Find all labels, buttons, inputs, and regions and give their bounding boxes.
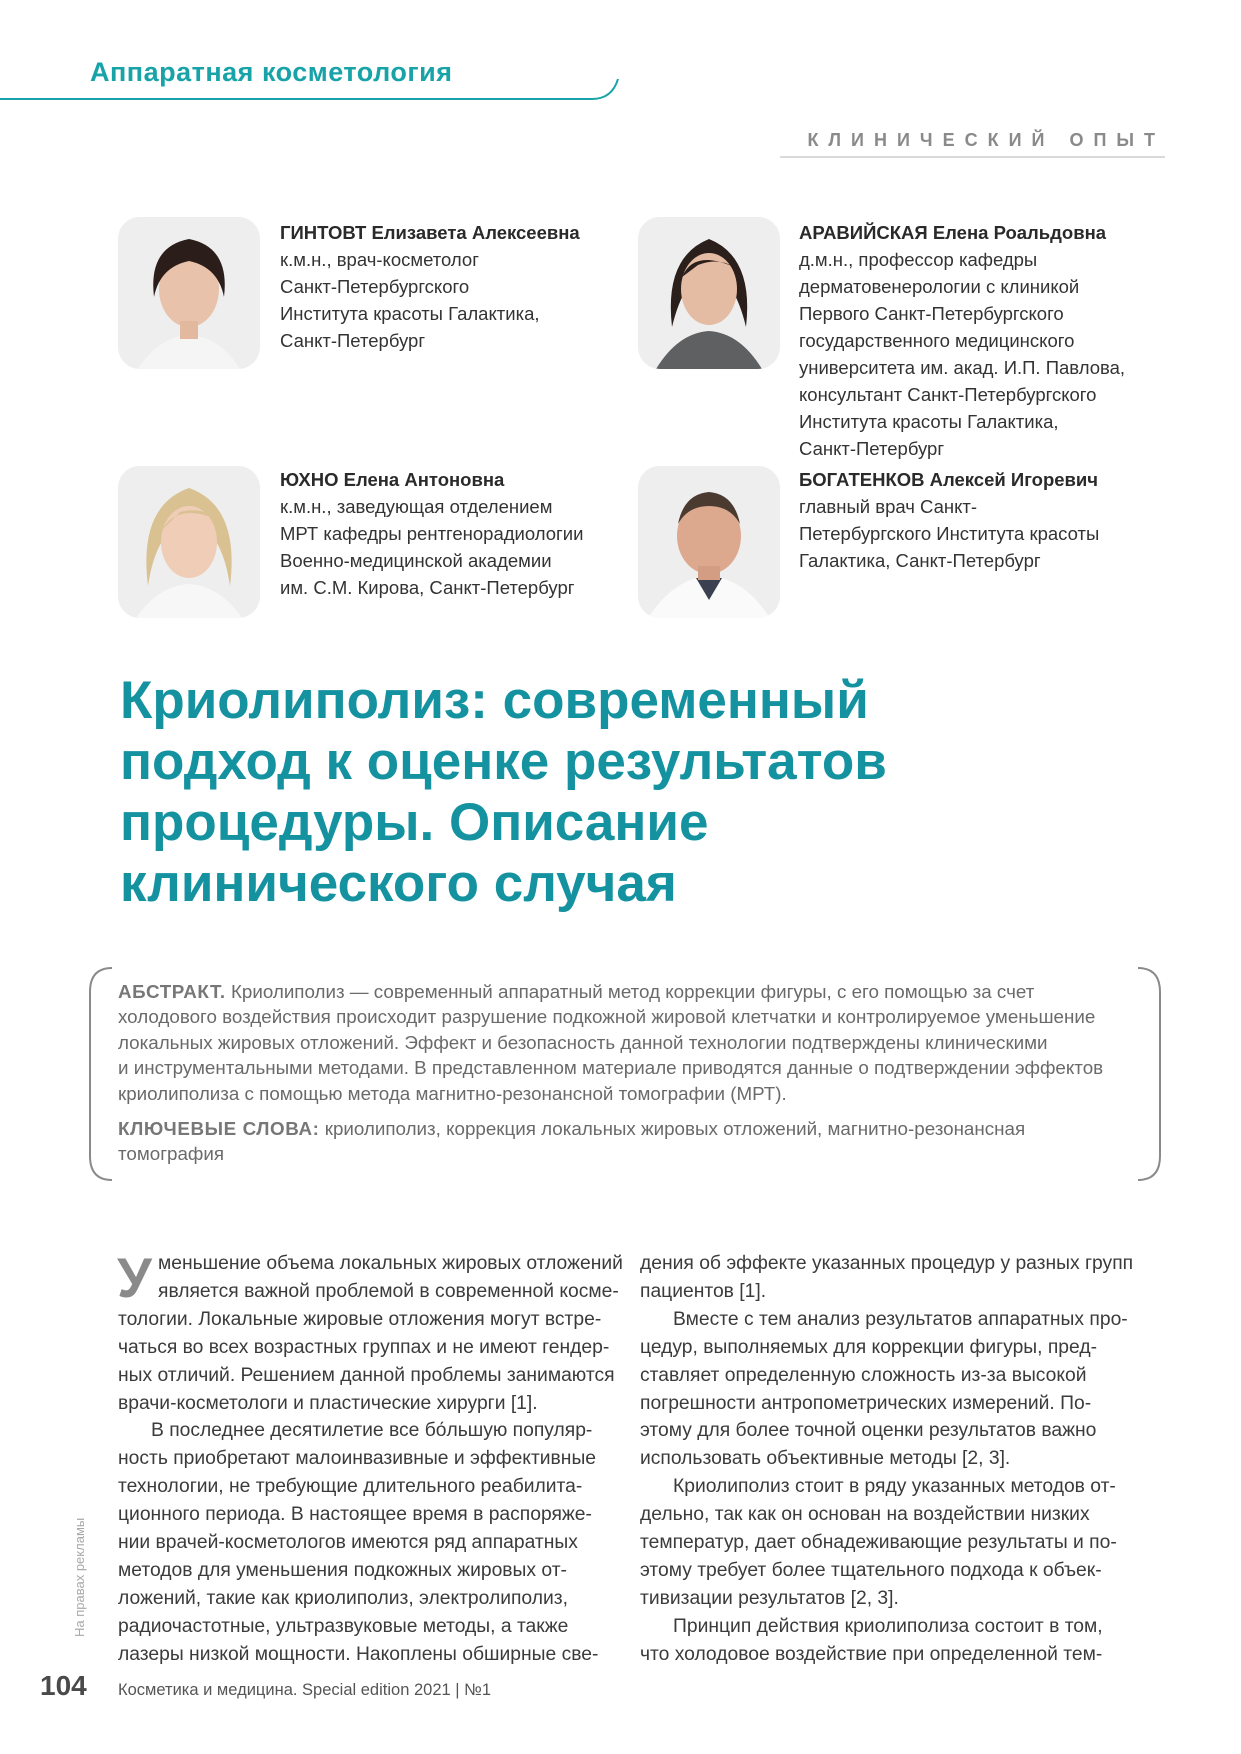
author-info-araviyskaya xyxy=(799,219,1139,462)
body-text-line: что холодовое воздействие при определенной тем- xyxy=(640,1643,1103,1665)
author-affiliation-line: Санкт-Петербург xyxy=(799,438,945,459)
body-text-line: цедур, выполняемых для коррекции фигуры, пред- xyxy=(640,1336,1097,1358)
body-text-line: этому для более точной оценки результатов важно xyxy=(640,1420,1097,1442)
rubric-label: КЛИНИЧЕСКИЙ ОПЫТ xyxy=(807,130,1165,150)
author-affiliation-line: им. С.М. Кирова, Санкт-Петербург xyxy=(280,577,575,598)
body-text-line: Принцип действия криолиполиза состоит в том, xyxy=(673,1615,1103,1637)
body-text-line: этому требует более тщательного подхода к объек- xyxy=(640,1559,1102,1581)
keywords-text: криолиполиз, коррекция локальных жировых отложений, магнитно-резонансная xyxy=(319,1118,1026,1140)
author-affiliation-line: главный врач Санкт- xyxy=(799,496,978,517)
body-text-line: пациентов [1]. xyxy=(640,1280,767,1302)
body-text-line: методов для уменьшения подкожных жировых от- xyxy=(118,1559,567,1581)
abstract-block xyxy=(118,979,1130,1167)
abstract-text: Криолиполиз — современный аппаратный метод коррекции фигуры, с его помощью за счет xyxy=(225,981,1035,1002)
body-text-line: ных отличий. Решением данной проблемы занимаются xyxy=(118,1364,615,1386)
body-text-line: использовать объективные методы [2, 3]. xyxy=(640,1448,1011,1470)
body-text-line: ложений, такие как криолиполиз, электролиполиз, xyxy=(118,1587,568,1609)
author-info-yukhno xyxy=(280,466,620,601)
body-text-line: тивизации результатов [2, 3]. xyxy=(640,1587,899,1609)
body-text-line: ционного периода. В настоящее время в распоряже- xyxy=(118,1504,592,1526)
author-affiliation-line: Военно-медицинской академии xyxy=(280,550,552,571)
author-affiliation-line: Института красоты Галактика, xyxy=(799,411,1059,432)
advertising-note: На правах рекламы xyxy=(72,1517,87,1637)
author-affiliation-line: государственного медицинского xyxy=(799,330,1075,351)
author-affiliation-line: МРТ кафедры рентгенорадиологии xyxy=(280,523,584,544)
author-photo-gintovt xyxy=(118,217,260,369)
abstract-text: локальных жировых отложений. Эффект и безопасность данной технологии подтверждены клиническими xyxy=(118,1031,1048,1053)
abstract-text: холодового воздействия происходит разрушение подкожной жировой клетчатки и контролируемое уменьшение xyxy=(118,1006,1096,1028)
body-text-line: температур, дает обнадеживающие результаты и по- xyxy=(640,1532,1117,1554)
body-text-line: нии врачей-косметологов имеются ряд аппаратных xyxy=(118,1532,578,1554)
body-text-line: меньшение объема локальных жировых отложений xyxy=(158,1253,623,1274)
rubric-rule xyxy=(0,0,1241,200)
body-text-line: Криолиполиз стоит в ряду указанных методов от- xyxy=(673,1476,1116,1498)
author-name: БОГАТЕНКОВ Алексей Игоревич xyxy=(799,469,1099,490)
body-text-line: радиочастотные, ультразвуковые методы, а также xyxy=(118,1615,569,1637)
drop-cap: У xyxy=(117,1246,152,1309)
author-name: ЮХНО Елена Антоновна xyxy=(280,469,505,490)
body-text-line: дельно, так как он основан на воздействии низких xyxy=(640,1504,1090,1526)
author-affiliation-line: Петербургского Института красоты xyxy=(799,523,1100,544)
body-text-line: ность приобретают малоинвазивные и эффективные xyxy=(118,1448,597,1470)
author-info-gintovt xyxy=(280,219,610,354)
abstract-label: АБСТРАКТ. xyxy=(118,981,226,1002)
author-affiliation-line: консультант Санкт-Петербургского xyxy=(799,384,1097,405)
body-text-line: чаться во всех возрастных группах и не имеют гендер- xyxy=(118,1336,610,1358)
body-text-line: врачи-косметологи и пластические хирурги [1]. xyxy=(118,1392,538,1414)
page-number: 104 xyxy=(40,1670,87,1701)
title-line: Криолиполиз: современный xyxy=(120,671,869,730)
author-affiliation-line: к.м.н., заведующая отделением xyxy=(280,496,553,517)
author-name: ГИНТОВТ Елизавета Алексеевна xyxy=(280,222,580,243)
author-info-bogatenkov xyxy=(799,466,1139,574)
title-line: процедуры. Описание xyxy=(120,793,709,852)
author-photo-bogatenkov xyxy=(638,466,780,618)
author-affiliation-line: к.м.н., врач-косметолог xyxy=(280,249,479,270)
author-affiliation-line: Института красоты Галактика, xyxy=(280,303,540,324)
author-affiliation-line: Санкт-Петербургского xyxy=(280,276,470,297)
abstract-text: криолиполиза с помощью метода магнитно-резонансной томографии (МРТ). xyxy=(118,1082,787,1104)
body-column-right xyxy=(640,1250,1134,1669)
body-text-line: погрешности антропометрических измерений. По- xyxy=(640,1392,1092,1414)
journal-footer: Косметика и медицина. Special edition 2021 | №1 xyxy=(118,1681,491,1699)
author-affiliation-line: дерматовенерологии с клиникой xyxy=(799,276,1080,297)
author-affiliation-line: Первого Санкт-Петербургского xyxy=(799,303,1064,324)
author-photo-yukhno xyxy=(118,466,260,618)
body-text-line: является важной проблемой в современной косме- xyxy=(158,1280,619,1302)
body-text-line: ставляет определенную сложность из-за высокой xyxy=(640,1364,1087,1386)
body-text-line: дения об эффекте указанных процедур у разных групп xyxy=(640,1253,1134,1274)
body-text-line: лазеры низкой мощности. Накоплены обширные све- xyxy=(118,1643,599,1665)
abstract-text: и инструментальными методами. В представленном материале приводятся данные о подтверждении эффектов xyxy=(118,1057,1104,1079)
body-text-line: технологии, не требующие длительного реабилита- xyxy=(118,1476,583,1498)
author-affiliation-line: д.м.н., профессор кафедры xyxy=(799,249,1038,270)
article-title xyxy=(120,670,887,914)
keywords-text: томография xyxy=(118,1143,225,1165)
body-text-line: тологии. Локальные жировые отложения могут встре- xyxy=(118,1308,602,1330)
body-text-line: В последнее десятилетие все бо́льшую популяр- xyxy=(151,1420,593,1442)
body-text-line: Вместе с тем анализ результатов аппаратных про- xyxy=(673,1308,1128,1330)
title-line: подход к оценке результатов xyxy=(120,732,887,791)
author-photo-araviyskaya xyxy=(638,217,780,369)
section-title: Аппаратная косметология xyxy=(90,57,453,87)
author-affiliation-line: Галактика, Санкт-Петербург xyxy=(799,550,1041,571)
title-line: клинического случая xyxy=(120,854,677,913)
author-affiliation-line: Санкт-Петербург xyxy=(280,330,426,351)
keywords-label: КЛЮЧЕВЫЕ СЛОВА: xyxy=(118,1118,320,1140)
body-column-left xyxy=(117,1246,623,1669)
author-affiliation-line: университета им. акад. И.П. Павлова, xyxy=(799,357,1126,378)
author-name: АРАВИЙСКАЯ Елена Роальдовна xyxy=(799,222,1107,243)
